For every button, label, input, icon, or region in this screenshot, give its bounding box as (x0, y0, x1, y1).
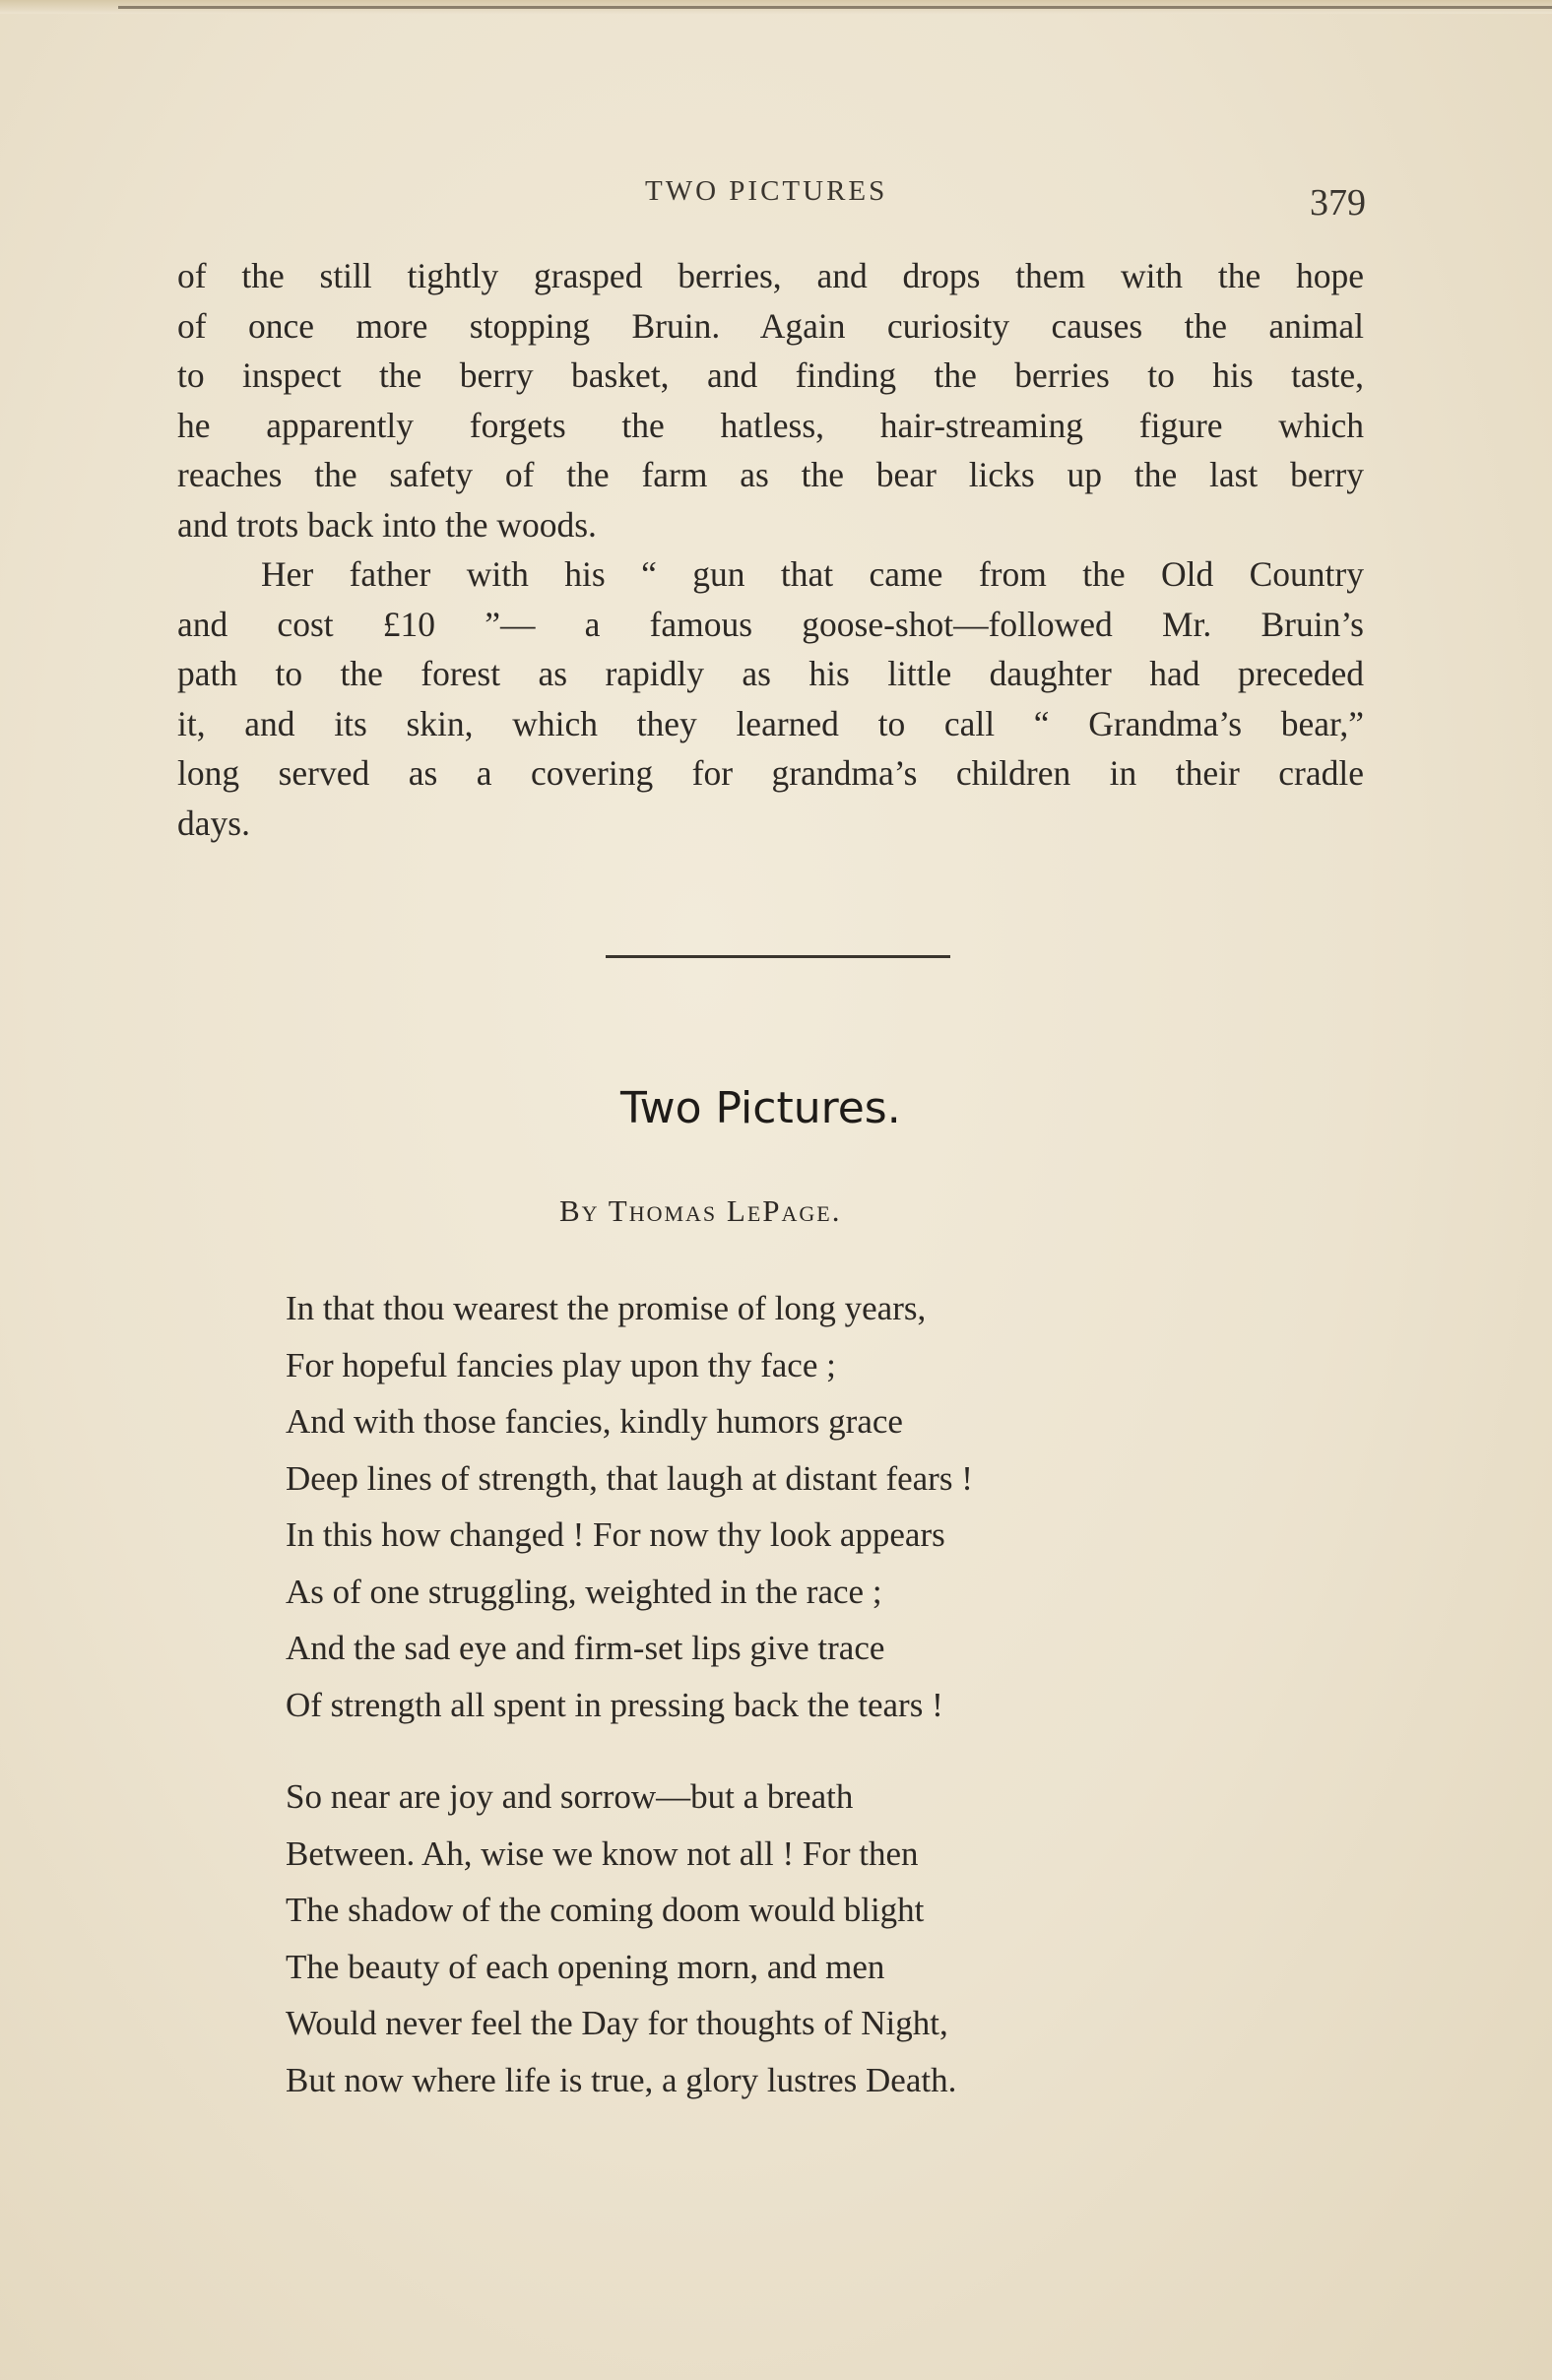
poem-line: And with those fancies, kindly humors grace (286, 1402, 903, 1441)
section-divider (606, 955, 950, 958)
prose-line: it, and its skin, which they learned to call “ Grandma’s bear,” (177, 703, 1364, 743)
poem-line: In that thou wearest the promise of long years, (286, 1289, 927, 1327)
poem-line: And the sad eye and firm-set lips give trace (286, 1629, 885, 1667)
prose-line: Her father with his “ gun that came from the Old Country (261, 554, 1364, 594)
prose-line: he apparently forgets the hatless, hair-streaming figure which (177, 405, 1364, 445)
running-head: TWO PICTURES (645, 175, 888, 207)
poem-line: The shadow of the coming doom would blight (286, 1891, 925, 1929)
prose-line: of once more stopping Bruin. Again curiosity causes the animal (177, 305, 1364, 346)
poem-title: Two Pictures. (620, 1083, 901, 1133)
prose-block (177, 251, 1364, 848)
prose-line: and cost £10 ”— a famous goose-shot—followed Mr. Bruin’s (177, 604, 1364, 644)
poem-line: The beauty of each opening morn, and men (286, 1947, 885, 1986)
poem-line: Would never feel the Day for thoughts of Night, (286, 2004, 948, 2042)
prose-line: long served as a covering for grandma’s children in their cradle (177, 753, 1364, 793)
poem-line: So near are joy and sorrow—but a breath (286, 1777, 854, 1816)
poem-line: As of one struggling, weighted in the race ; (286, 1572, 882, 1611)
poem-stanza-1 (286, 1280, 973, 1733)
poem-stanza-2 (286, 1769, 956, 2108)
prose-line: path to the forest as rapidly as his little daughter had preceded (177, 654, 1364, 693)
prose-line: and trots back into the woods. (177, 504, 597, 545)
prose-line: of the still tightly grasped berries, and drops them with the hope (177, 256, 1364, 295)
poem-line: Between. Ah, wise we know not all ! For then (286, 1833, 919, 1873)
poem-line: For hopeful fancies play upon thy face ; (286, 1345, 836, 1384)
poem-line: Of strength all spent in pressing back the tears ! (286, 1685, 943, 1724)
page-top-border (118, 6, 1552, 9)
prose-line: reaches the safety of the farm as the bear licks up the last berry (177, 455, 1364, 494)
prose-line: to inspect the berry basket, and finding the berries to his taste, (177, 355, 1364, 395)
poem-line: Deep lines of strength, that laugh at distant fears ! (286, 1458, 973, 1498)
prose-line: days. (177, 803, 250, 843)
page-number: 379 (1310, 182, 1366, 224)
poem-line: But now where life is true, a glory lustres Death. (286, 2060, 957, 2099)
poem-line: In this how changed ! For now thy look appears (286, 1515, 945, 1554)
poem-byline: By Thomas LePage. (559, 1193, 842, 1228)
